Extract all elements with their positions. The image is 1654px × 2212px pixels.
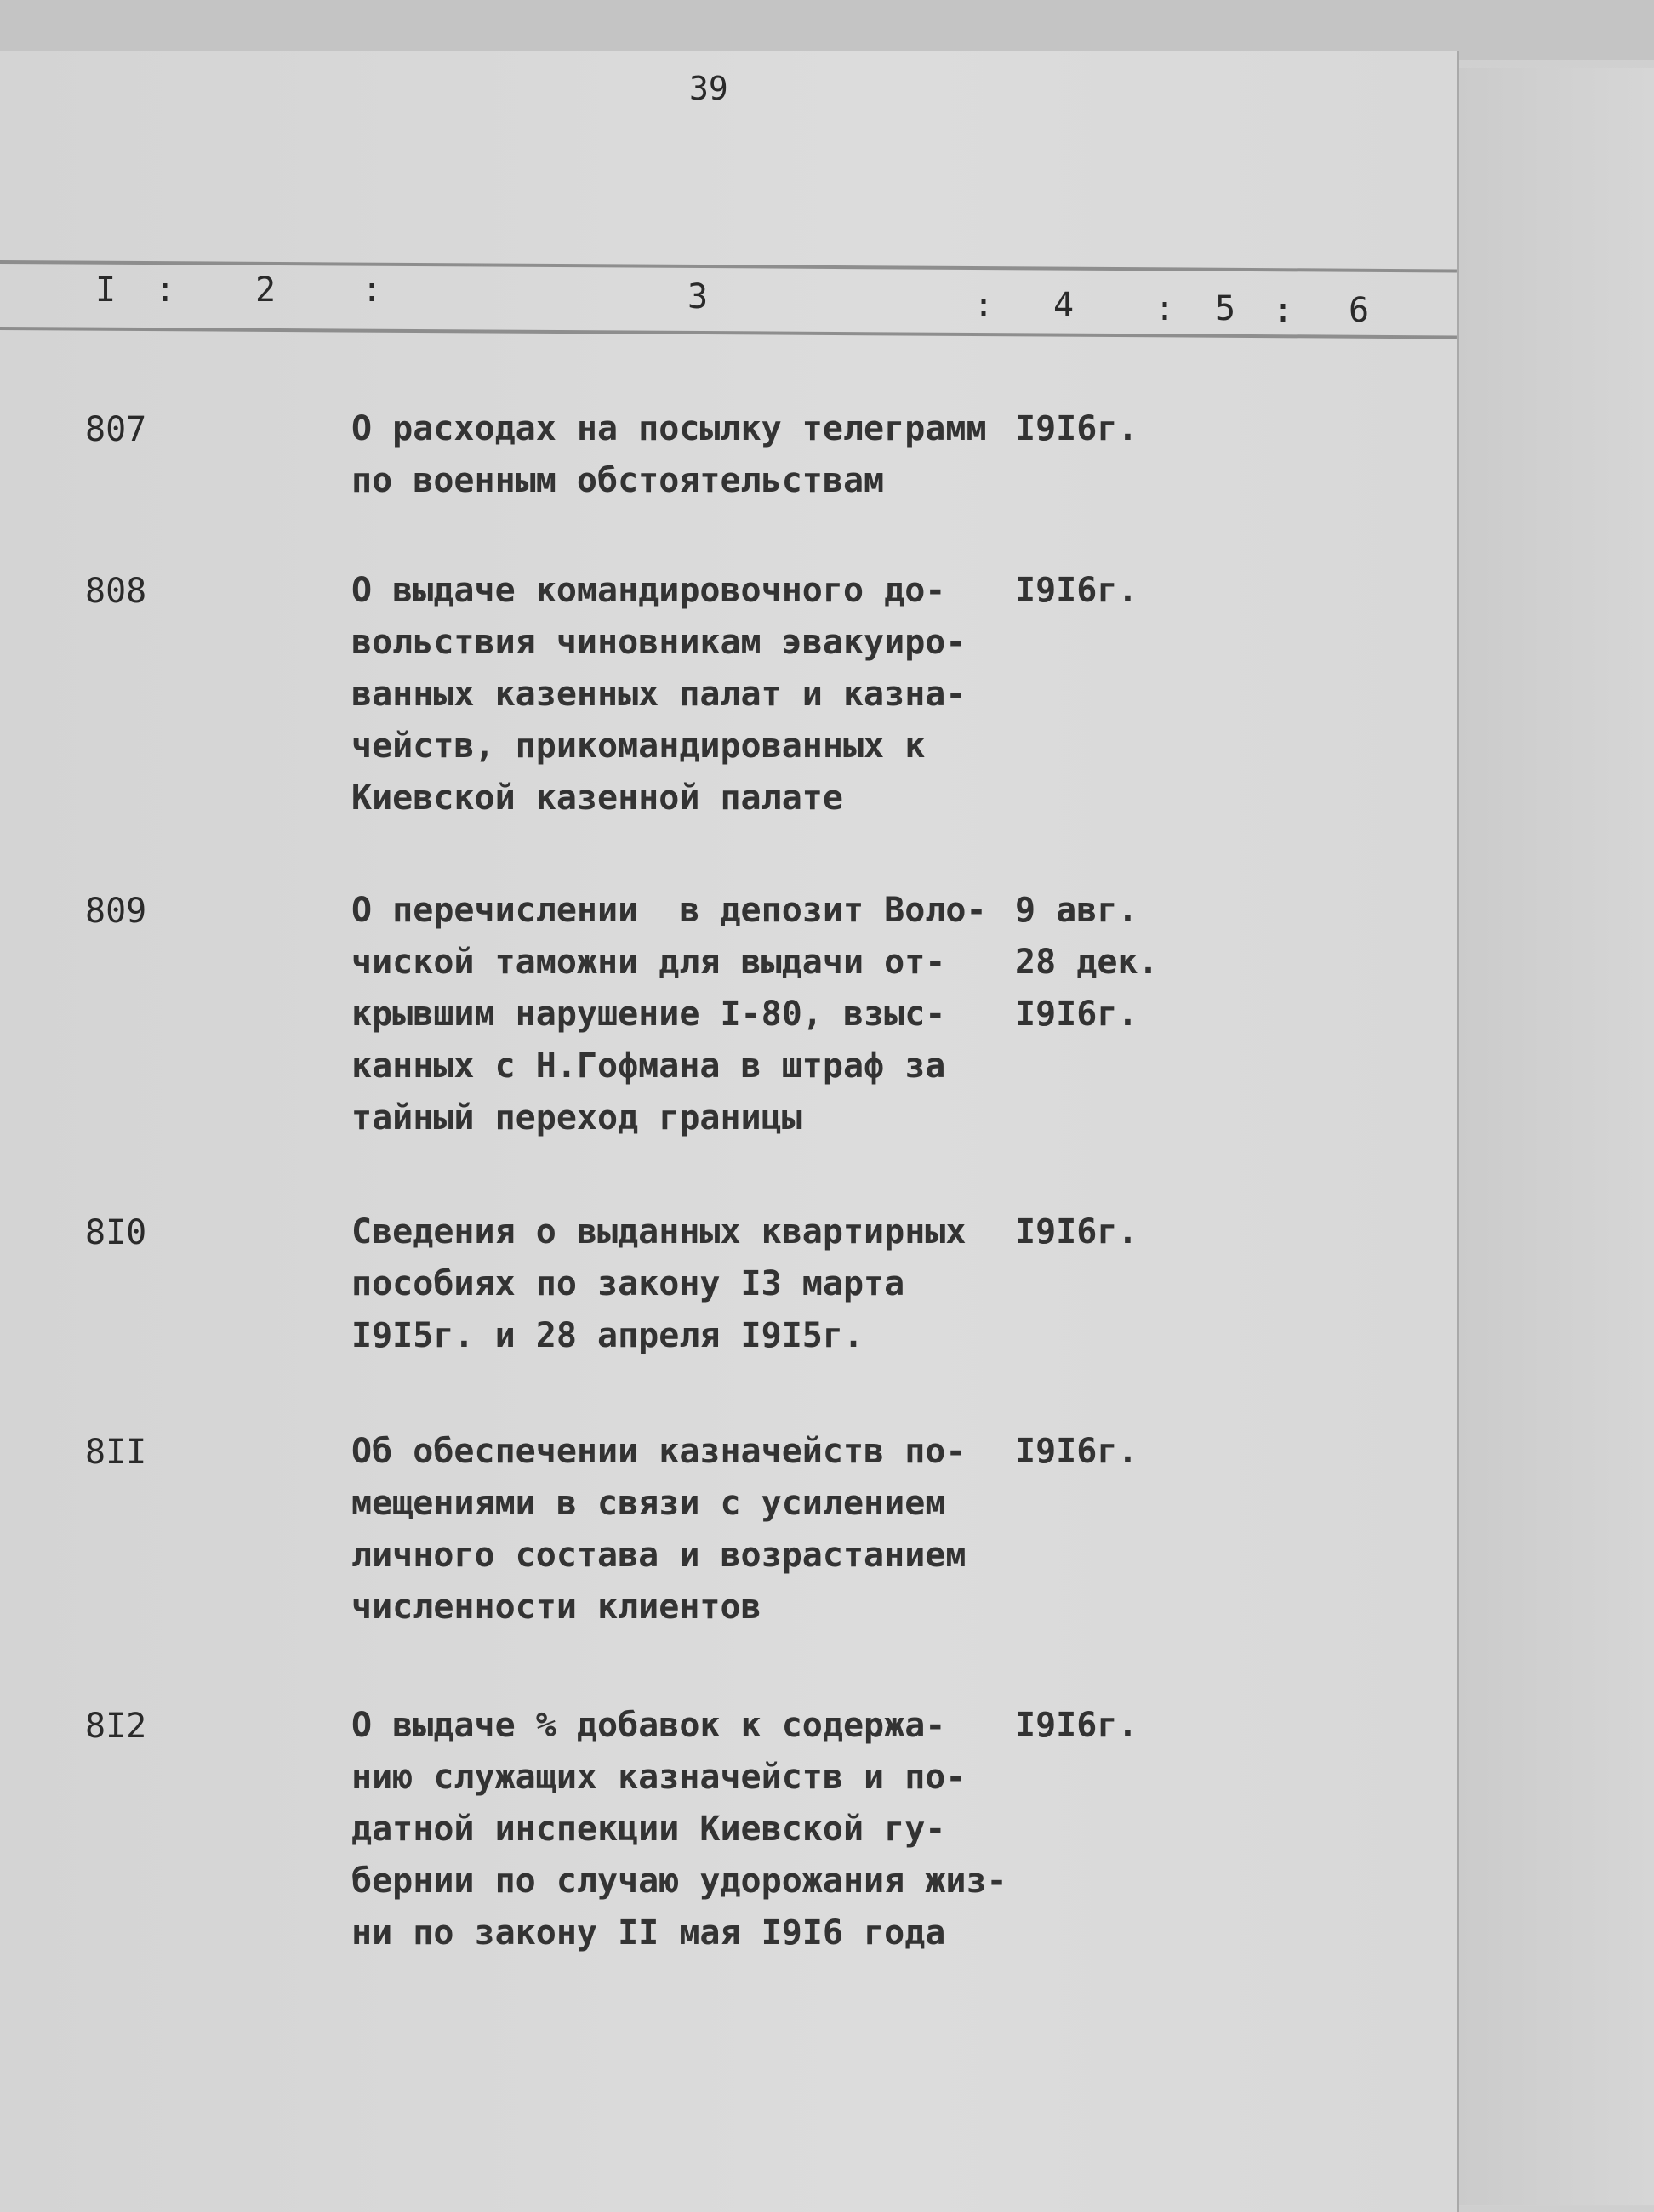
entry-title (351, 403, 987, 507)
entry-title-line: ванных казенных палат и казна- (351, 675, 967, 714)
column-separator: : (155, 271, 176, 310)
entry-date-line: I9I6г. (1015, 409, 1138, 448)
entry-date-line: I9I6г. (1015, 1706, 1138, 1745)
entry-title-line: О расходах на посылку телеграмм (351, 409, 987, 448)
entry-title-line: чиской таможни для выдачи от- (351, 943, 946, 982)
column-header-1: I (95, 271, 117, 310)
entry-title-line: бернии по случаю удорожания жиз- (351, 1861, 1007, 1901)
column-separator: : (362, 271, 383, 310)
entry-title-line: О выдаче командировочного до- (351, 571, 946, 610)
entry-title-line: I9I5г. и 28 апреля I9I5г. (351, 1316, 864, 1355)
entry-title (351, 1426, 966, 1633)
column-header-2: 2 (255, 271, 277, 310)
entry-title-line: ни по закону II мая I9I6 года (351, 1913, 946, 1953)
column-header-3: 3 (687, 277, 709, 316)
entry-title (351, 1206, 966, 1362)
entry-date (1015, 1700, 1138, 1752)
column-separator: : (1155, 289, 1176, 328)
entry-date (1015, 1426, 1138, 1478)
entry-date (1015, 1206, 1138, 1258)
entry-title-line: Киевской казенной палате (351, 778, 843, 818)
entry-title-line: Об обеспечении казначейств по- (351, 1432, 967, 1471)
entry-title-line: мещениями в связи с усилением (351, 1484, 946, 1523)
entry-title-line: О выдаче % добавок к содержа- (351, 1706, 946, 1745)
entry-date-line: I9I6г. (1015, 995, 1138, 1034)
entry-number: 8I2 (85, 1707, 147, 1746)
entry-title-line: крывшим нарушение I-80, взыс- (351, 995, 946, 1034)
entry-date-line: 28 дек. (1015, 943, 1159, 982)
entry-title-line: нию служащих казначейств и по- (351, 1758, 967, 1797)
column-header-6: 6 (1349, 291, 1370, 330)
entry-title-line: по военным обстоятельствам (351, 461, 885, 500)
entry-date (1015, 885, 1159, 1040)
page-number: 39 (689, 70, 728, 107)
entry-number: 807 (85, 410, 147, 449)
entry-number: 809 (85, 892, 147, 931)
entry-date-line: 9 авг. (1015, 891, 1138, 930)
entry-date (1015, 403, 1138, 455)
entry-title-line: О перечислении в депозит Воло- (351, 891, 987, 930)
entry-title-line: датной инспекции Киевской гу- (351, 1810, 946, 1849)
entry-number: 8II (85, 1433, 147, 1472)
entry-title (351, 565, 966, 824)
entry-title-line: численности клиентов (351, 1588, 761, 1627)
entry-number: 8I0 (85, 1213, 147, 1252)
entry-date-line: I9I6г. (1015, 1432, 1138, 1471)
entry-title (351, 885, 987, 1144)
entry-title-line: личного состава и возрастанием (351, 1536, 967, 1575)
entry-title-line: канных с Н.Гофмана в штраф за (351, 1046, 946, 1086)
column-separator: : (1273, 291, 1294, 330)
column-separator: : (973, 286, 995, 325)
entry-date-line: I9I6г. (1015, 571, 1138, 610)
entry-title-line: Сведения о выданных квартирных (351, 1212, 967, 1251)
entry-title-line: пособиях по закону I3 марта (351, 1264, 905, 1303)
entry-title-line: вольствия чиновникам эвакуиро- (351, 623, 967, 662)
entry-title (351, 1700, 1007, 1959)
entry-title-line: чейств, прикомандированных к (351, 727, 926, 766)
entry-title-line: тайный переход границы (351, 1098, 802, 1137)
column-header-4: 4 (1053, 286, 1075, 325)
entry-number: 808 (85, 572, 147, 611)
column-header-5: 5 (1215, 289, 1236, 328)
entry-date-line: I9I6г. (1015, 1212, 1138, 1251)
entry-date (1015, 565, 1138, 617)
underlying-sheet (1459, 68, 1654, 2205)
